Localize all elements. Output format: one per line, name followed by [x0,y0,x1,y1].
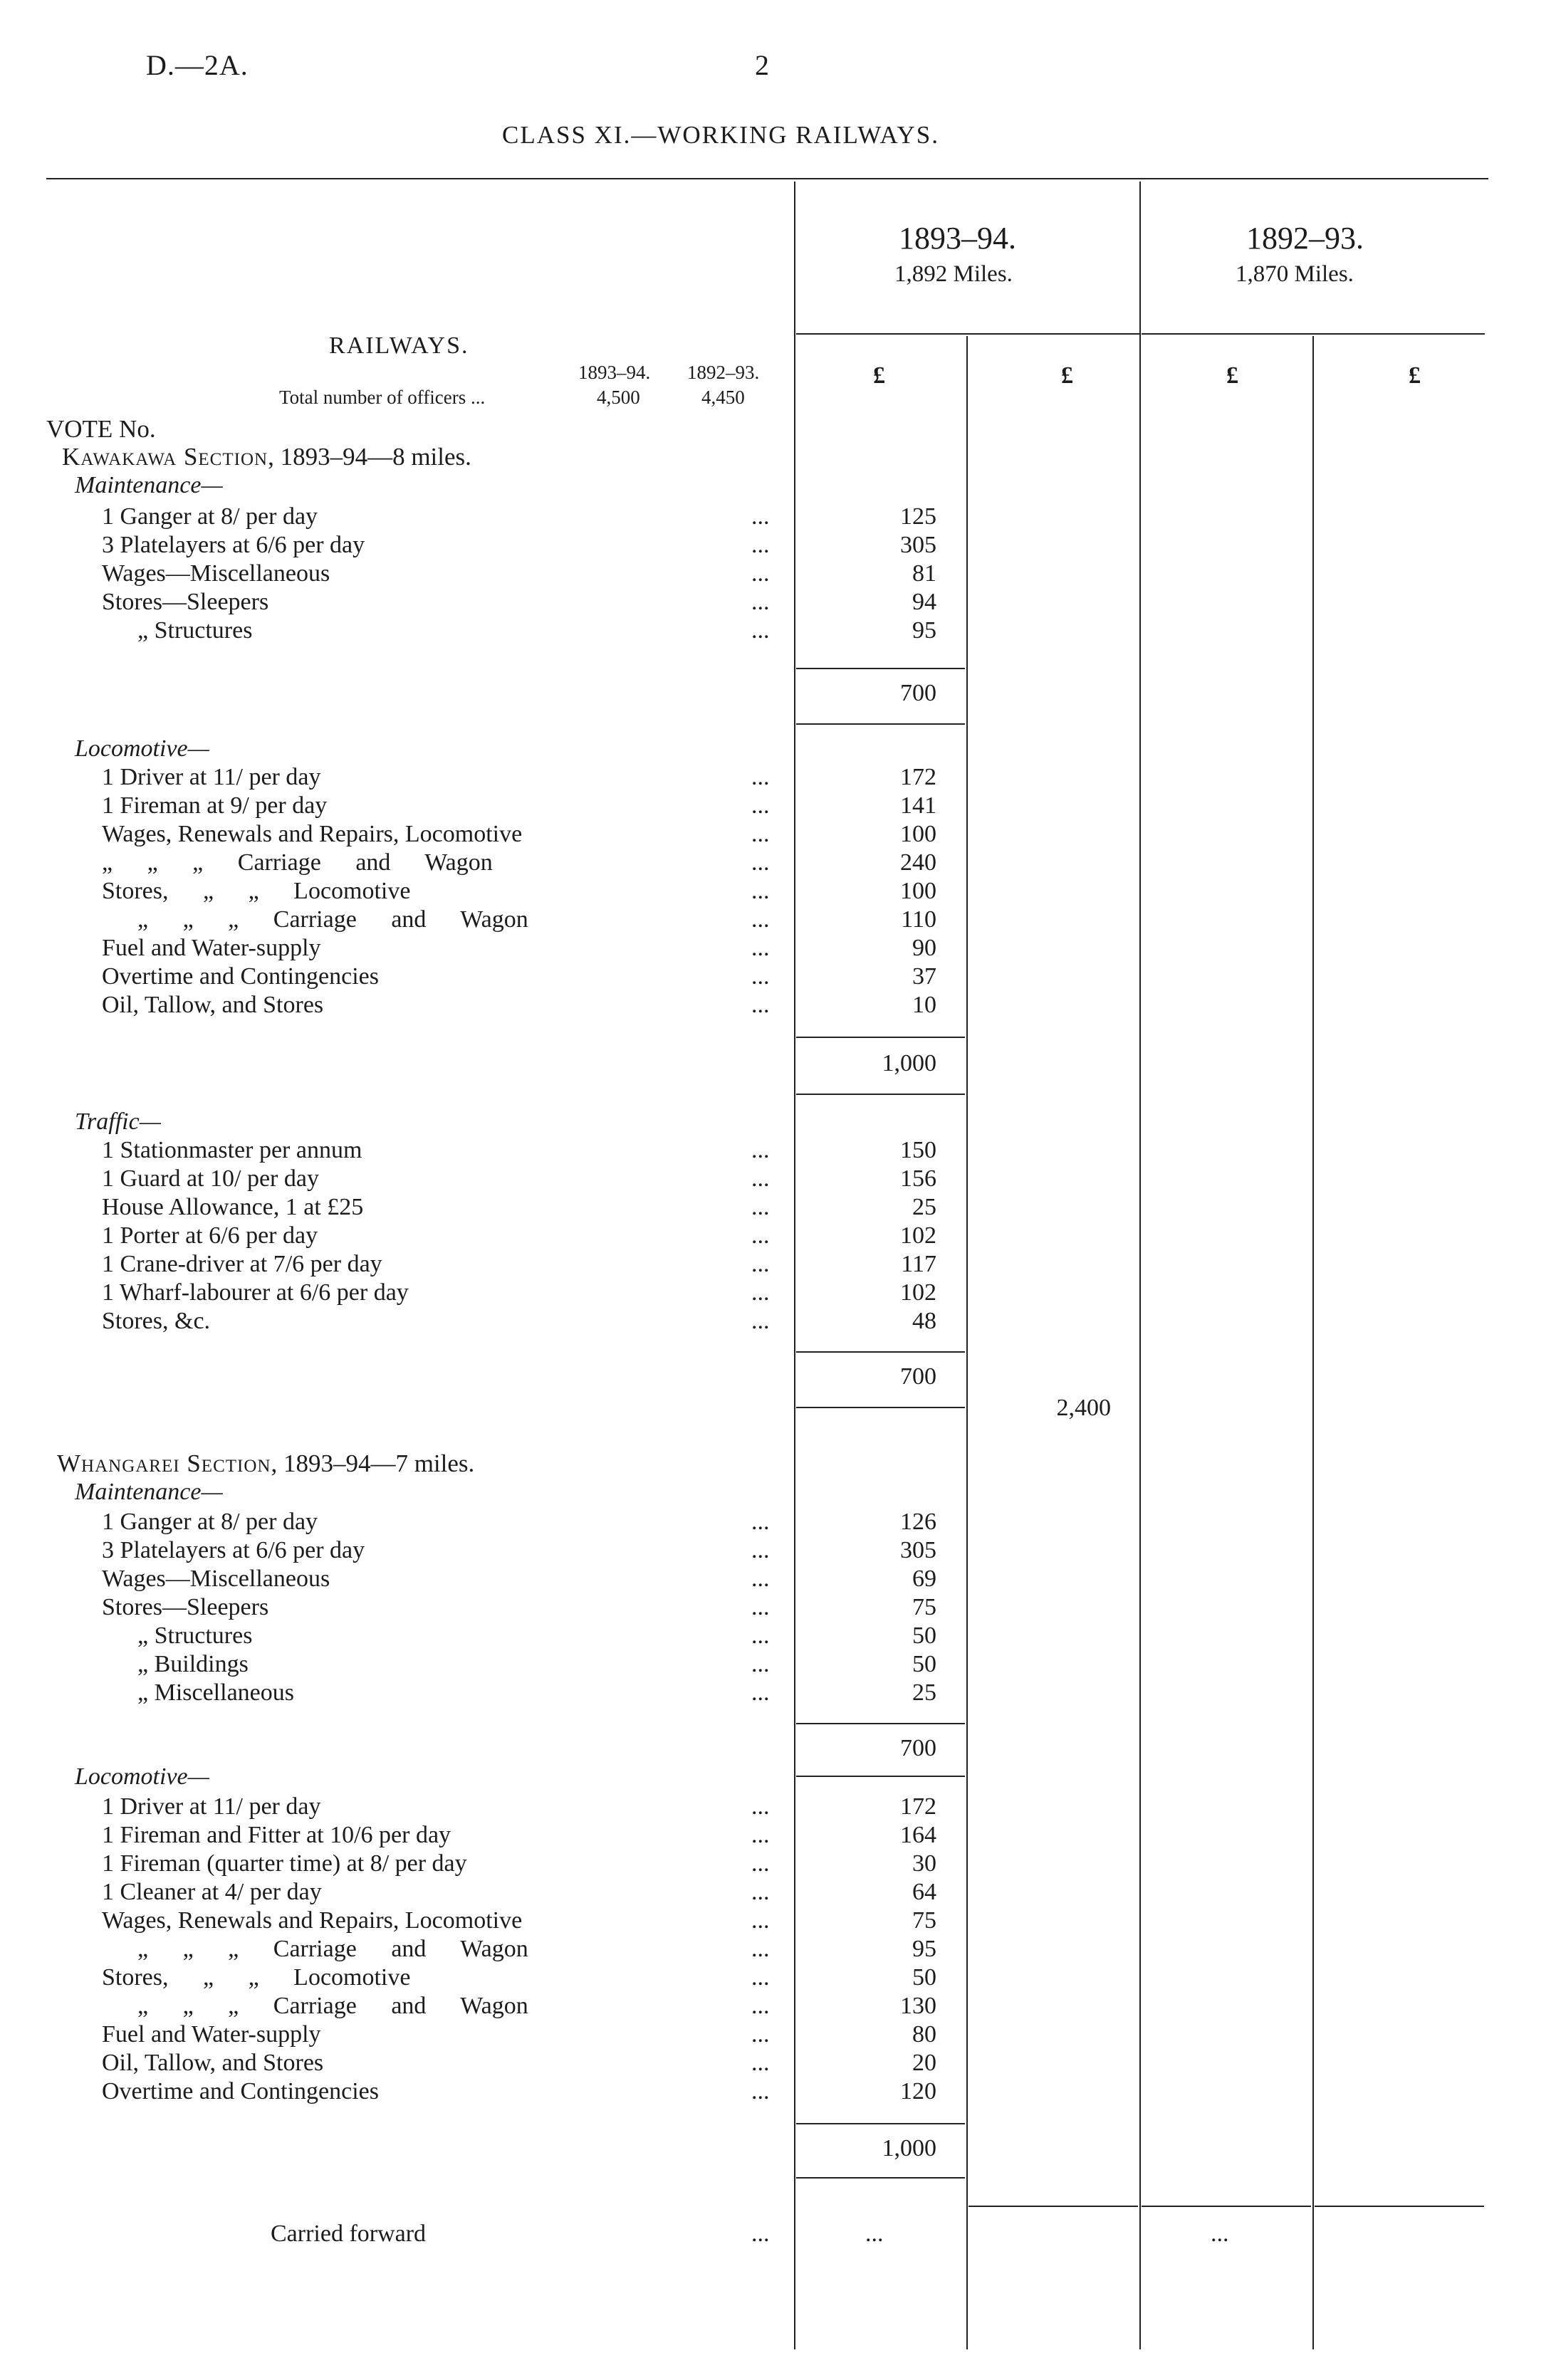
amount: 100 [900,878,936,904]
carried-forward-rule [1315,2206,1484,2207]
amount: 25 [912,1194,936,1220]
officers-year1: 1893–94. [578,362,651,383]
subtotal: 1,000 [882,2135,936,2161]
whangarei-maintenance-label: Maintenance— [75,1479,223,1505]
amount: 37 [912,963,936,990]
year1-miles: 1,892 Miles. [894,261,1013,287]
line-item: Oil, Tallow, and Stores [102,992,324,1018]
subtotal-rule [796,2177,965,2179]
kawakawa-locomotive-label: Locomotive— [75,735,209,762]
line-item: „ „ „ Carriage and Wagon [137,1993,528,2019]
carried-forward-label: Carried forward [271,2221,427,2247]
amount: 240 [900,849,936,876]
amount: 117 [901,1251,936,1277]
amount: 30 [912,1850,936,1877]
page-number: 2 [755,49,769,81]
amount: 102 [900,1222,936,1249]
amount: 130 [900,1993,936,2019]
line-item: „ Miscellaneous [137,1679,294,1706]
subtotal-rule [796,1037,965,1038]
line-item: „ „ „ Carriage and Wagon [102,849,493,876]
amount: 75 [912,1907,936,1934]
line-item: Overtime and Contingencies [102,963,380,990]
amount: 75 [912,1594,936,1620]
line-item: 1 Fireman at 9/ per day [102,792,328,819]
officers-label: Total number of officers ... [279,387,486,408]
year2-heading: 1892–93. [1246,221,1364,256]
line-item: „ Structures [137,617,253,644]
carried-forward-rule [968,2206,1138,2207]
year-header-rule-2 [1142,333,1485,335]
page-reference: D.—2A. [146,49,249,81]
officers-count-2: 4,450 [701,387,745,408]
line-item: 1 Cleaner at 4/ per day [102,1879,322,1905]
carried-forward-rule [1142,2206,1311,2207]
line-item: „ „ „ Carriage and Wagon [137,906,528,933]
line-item: Stores, „ „ Locomotive [102,878,411,904]
line-item: 3 Platelayers at 6/6 per day [102,532,365,558]
amount: 94 [912,589,936,615]
line-item: 3 Platelayers at 6/6 per day [102,1537,365,1563]
column-divider-4 [1312,336,1314,2349]
line-item: Wages—Miscellaneous [102,560,330,587]
year-header-rule-1 [796,333,1139,335]
amount: 120 [900,2078,936,2104]
currency-col-4: £ [1409,362,1421,389]
amount: 156 [900,1165,936,1192]
amount: 81 [912,560,936,587]
column-divider-3 [1139,182,1141,2349]
amount: 80 [912,2021,936,2048]
line-item: Wages—Miscellaneous [102,1566,330,1592]
subtotal-rule [796,1094,965,1095]
amount: 110 [901,906,936,933]
line-item: 1 Stationmaster per annum [102,1137,362,1163]
subtotal: 700 [900,1735,936,1761]
carried-forward-dots: ... [751,2221,770,2247]
amount: 50 [912,1623,936,1649]
line-item: Wages, Renewals and Repairs, Locomotive [102,1907,523,1934]
line-item: Stores, &c. [102,1308,211,1334]
subtotal-rule [796,1351,965,1353]
line-item: 1 Porter at 6/6 per day [102,1222,318,1249]
amount: 126 [900,1509,936,1535]
whangarei-locomotive-label: Locomotive— [75,1763,209,1790]
line-item: 1 Ganger at 8/ per day [102,1509,318,1535]
page-title: CLASS XI.—WORKING RAILWAYS. [502,121,940,149]
amount: 95 [912,1936,936,1962]
kawakawa-maintenance-label: Maintenance— [75,472,223,498]
amount: 305 [900,1537,936,1563]
subtotal-rule [796,723,965,725]
line-item: 1 Driver at 11/ per day [102,764,321,790]
line-item: 1 Wharf-labourer at 6/6 per day [102,1279,409,1306]
line-item: Stores—Sleepers [102,1594,269,1620]
line-item: 1 Fireman (quarter time) at 8/ per day [102,1850,467,1877]
year2-miles: 1,870 Miles. [1236,261,1354,287]
currency-col-1: £ [873,362,885,389]
line-item: Wages, Renewals and Repairs, Locomotive [102,821,523,847]
amount: 10 [912,992,936,1018]
column-divider-2 [966,336,968,2349]
subtotal-rule [796,1776,965,1777]
line-item: 1 Driver at 11/ per day [102,1793,321,1820]
subtotal-rule [796,1407,965,1408]
top-rule [46,178,1488,179]
amount: 172 [900,764,936,790]
subtotal: 1,000 [882,1050,936,1076]
kawakawa-traffic-label: Traffic— [75,1108,161,1135]
kawakawa-section-total: 2,400 [1056,1395,1111,1421]
line-item: Fuel and Water-supply [102,2021,321,2048]
amount: 102 [900,1279,936,1306]
year1-heading: 1893–94. [899,221,1016,256]
line-item: 1 Guard at 10/ per day [102,1165,319,1192]
whangarei-section-title: Whangarei Section, 1893–94—7 miles. [57,1450,475,1477]
line-item: 1 Ganger at 8/ per day [102,503,318,530]
subtotal: 700 [900,680,936,706]
line-item: 1 Fireman and Fitter at 10/6 per day [102,1822,451,1848]
currency-col-2: £ [1061,362,1073,389]
officers-count-1: 4,500 [597,387,640,408]
amount: 125 [900,503,936,530]
line-item: „ „ „ Carriage and Wagon [137,1936,528,1962]
line-item: 1 Crane-driver at 7/6 per day [102,1251,382,1277]
amount: 90 [912,935,936,961]
line-item: Overtime and Contingencies [102,2078,380,2104]
kawakawa-section-title: Kawakawa Section, 1893–94—8 miles. [62,443,471,471]
subtotal-rule [796,668,965,669]
amount: 141 [900,792,936,819]
railways-heading: RAILWAYS. [329,332,469,359]
line-item: Stores, „ „ Locomotive [102,1964,411,1991]
amount: 164 [900,1822,936,1848]
amount: 95 [912,617,936,644]
amount: 48 [912,1308,936,1334]
vote-number: VOTE No. [46,415,156,443]
carried-forward-col3: ... [1211,2221,1229,2247]
amount: 50 [912,1651,936,1677]
carried-forward-col1: ... [865,2221,884,2247]
line-item: Fuel and Water-supply [102,935,321,961]
amount: 69 [912,1566,936,1592]
currency-col-3: £ [1226,362,1238,389]
line-item: House Allowance, 1 at £25 [102,1194,364,1220]
amount: 50 [912,1964,936,1991]
amount: 25 [912,1679,936,1706]
subtotal-rule [796,1723,965,1724]
line-item: „ Buildings [137,1651,249,1677]
line-item: Oil, Tallow, and Stores [102,2050,324,2076]
line-item: Stores—Sleepers [102,589,269,615]
amount: 64 [912,1879,936,1905]
amount: 100 [900,821,936,847]
line-item: „ Structures [137,1623,253,1649]
amount: 172 [900,1793,936,1820]
column-divider-1 [794,182,795,2349]
subtotal-rule [796,2123,965,2124]
subtotal: 700 [900,1363,936,1390]
officers-year2: 1892–93. [687,362,760,383]
amount: 20 [912,2050,936,2076]
amount: 305 [900,532,936,558]
amount: 150 [900,1137,936,1163]
